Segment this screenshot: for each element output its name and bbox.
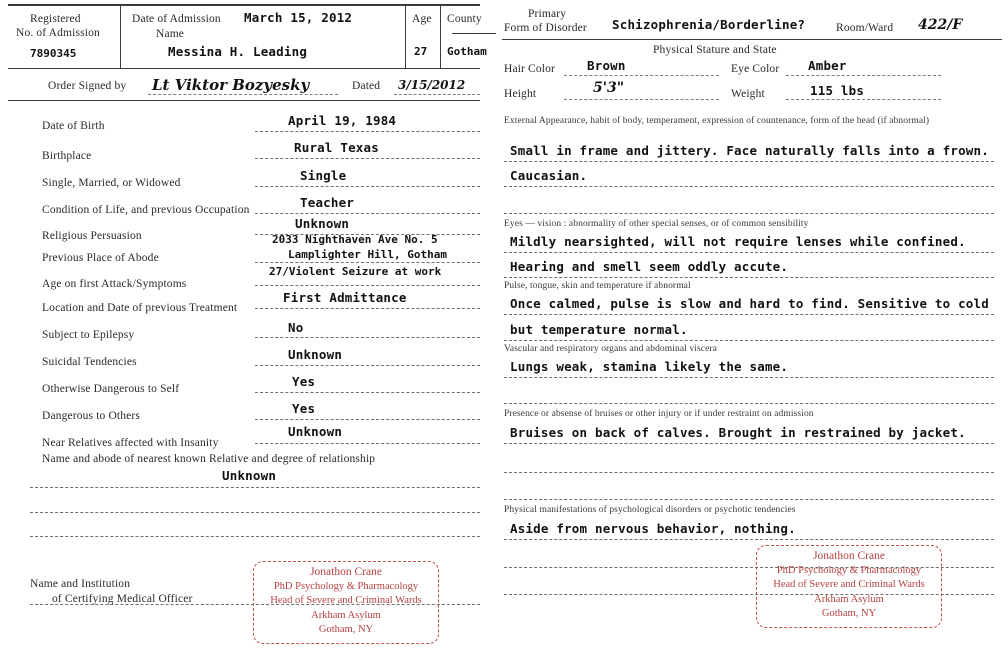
order-signature: Lt Viktor Bozyesky: [152, 76, 310, 94]
answer-line-external-3: [504, 213, 994, 214]
field-value-abode-line1: 2033 Nighthaven Ave No. 5: [272, 233, 438, 246]
left-page: [0, 0, 496, 648]
dated-label: Dated: [352, 80, 381, 92]
certifying-officer-label-line1: Name and Institution: [30, 578, 131, 590]
registered-label-line1: Registered: [30, 13, 81, 25]
field-line-dangerous-others: [255, 419, 480, 420]
answer-external-appearance-line2: Caucasian.: [510, 168, 588, 183]
answer-line-external-1: [504, 161, 994, 162]
primary-disorder-label-line1: Primary: [528, 8, 567, 20]
answer-line-vascular-2: [504, 403, 994, 404]
table-divider-2: [405, 4, 406, 68]
name-label: Name: [156, 28, 185, 40]
answer-line-external-2: [504, 186, 994, 187]
stamp-name: Jonathon Crane: [813, 550, 885, 562]
answer-line-vascular-1: [504, 377, 994, 378]
answer-line-bruises-3: [504, 499, 994, 500]
answer-line-pulse-2: [504, 340, 994, 341]
height-label: Height: [504, 88, 537, 100]
field-label-abode: Previous Place of Abode: [42, 252, 159, 264]
table-divider-3: [440, 4, 441, 68]
registered-label-line2: No. of Admission: [16, 27, 100, 39]
stamp-credentials: PhD Psychology & Pharmacology: [273, 580, 419, 592]
stamp-role: Head of Severe and Criminal Wards: [270, 595, 422, 606]
field-label-dangerous-others: Dangerous to Others: [42, 410, 141, 422]
table-bottom-rule: [8, 68, 480, 69]
answer-pulse-line1: Once calmed, pulse is slow and hard to find. Sensitive to cold: [510, 296, 989, 311]
answer-external-appearance-line1: Small in frame and jittery. Face naturally falls into a frown.: [510, 143, 989, 158]
field-line-date-of-birth: [255, 131, 480, 132]
answer-line-bruises-2: [504, 472, 994, 473]
weight-line: [786, 99, 941, 100]
field-label-first-attack: Age on first Attack/Symptoms: [42, 278, 187, 290]
answer-manifestations-line1: Aside from nervous behavior, nothing.: [510, 521, 796, 536]
height-line: [564, 99, 719, 100]
field-label-dangerous-self: Otherwise Dangerous to Self: [42, 383, 180, 395]
prompt-bruises: Presence or absense of bruises or other injury or if under restraint on admission: [504, 409, 814, 419]
prompt-vascular: Vascular and respiratory organs and abdominal viscera: [504, 344, 717, 354]
field-value-marital-status: Single: [300, 168, 347, 183]
primary-disorder-label-line2: Form of Disorder: [504, 22, 587, 34]
stamp-location: Gotham, NY: [318, 624, 374, 635]
answer-line-pulse-1: [504, 314, 994, 315]
answer-line-eyes-1: [504, 252, 994, 253]
field-line-suicidal: [255, 365, 480, 366]
prompt-manifestations: Physical manifestations of psychological disorders or psychotic tendencies: [504, 505, 796, 515]
answer-eyes-line1: Mildly nearsighted, will not require lenses while confined.: [510, 234, 966, 249]
nearest-relative-line-3: [30, 536, 480, 537]
weight-value: 115 lbs: [810, 83, 865, 98]
dated-line: [394, 94, 480, 95]
dated-value: 3/15/2012: [398, 78, 466, 92]
stamp-name: Jonathon Crane: [310, 566, 382, 578]
answer-vascular-line1: Lungs weak, stamina likely the same.: [510, 359, 789, 374]
field-line-epilepsy: [255, 337, 480, 338]
answer-line-eyes-2: [504, 277, 994, 278]
primary-disorder-value: Schizophrenia/Borderline?: [612, 17, 806, 32]
field-value-birthplace: Rural Texas: [294, 140, 379, 155]
hair-color-label: Hair Color: [504, 63, 556, 75]
disorder-bottom-rule: [502, 39, 1002, 40]
field-label-birthplace: Birthplace: [42, 150, 92, 162]
answer-line-bruises-1: [504, 443, 994, 444]
prompt-eyes-vision: Eyes — vision : abnormality of other special senses, or of common sensibility: [504, 219, 809, 229]
eye-color-label: Eye Color: [731, 63, 780, 75]
age-label: Age: [412, 13, 432, 25]
field-line-previous-treatment: [255, 308, 480, 309]
certifying-officer-label-line2: of Certifying Medical Officer: [52, 593, 193, 605]
field-line-relatives-insanity: [255, 443, 480, 444]
header-right-rule: [452, 33, 496, 34]
date-of-admission-value: March 15, 2012: [244, 10, 353, 25]
field-label-relatives-insanity: Near Relatives affected with Insanity: [42, 437, 219, 449]
field-value-first-attack: 27/Violent Seizure at work: [269, 265, 442, 278]
hair-color-line: [564, 75, 719, 76]
field-line-birthplace: [255, 158, 480, 159]
county-label: County: [447, 13, 482, 25]
field-value-epilepsy: No: [288, 320, 304, 335]
date-of-admission-label: Date of Admission: [132, 13, 221, 25]
nearest-relative-line-1: [30, 487, 480, 488]
field-label-epilepsy: Subject to Epilepsy: [42, 329, 135, 341]
order-signed-label: Order Signed by: [48, 80, 127, 92]
admission-table: [8, 4, 487, 68]
registered-number: 7890345: [30, 47, 77, 60]
answer-line-manifestations-1: [504, 539, 994, 540]
physical-stature-heading: Physical Stature and State: [653, 44, 777, 56]
field-value-suicidal: Unknown: [288, 347, 343, 362]
field-value-religion: Unknown: [295, 216, 350, 231]
right-page: [496, 0, 1008, 648]
county-value: Gotham: [447, 45, 487, 58]
stamp-location: Gotham, NY: [821, 608, 877, 619]
medical-officer-stamp-right: [756, 545, 942, 628]
nearest-relative-label: Name and abode of nearest known Relative and degree of relationship: [42, 453, 376, 465]
stamp-institution: Arkham Asylum: [311, 609, 381, 621]
room-ward-label: Room/Ward: [836, 22, 894, 34]
nearest-relative-value: Unknown: [222, 468, 277, 483]
field-label-date-of-birth: Date of Birth: [42, 120, 105, 132]
table-top-rule: [8, 4, 480, 6]
field-value-dangerous-others: Yes: [292, 401, 316, 416]
stamp-role: Head of Severe and Criminal Wards: [773, 579, 925, 590]
field-label-marital-status: Single, Married, or Widowed: [42, 177, 181, 189]
medical-officer-stamp-left: [253, 561, 439, 644]
nearest-relative-line-2: [30, 512, 480, 513]
field-label-previous-treatment: Location and Date of previous Treatment: [42, 302, 238, 314]
field-label-occupation: Condition of Life, and previous Occupation: [42, 204, 250, 216]
answer-bruises-line1: Bruises on back of calves. Brought in restrained by jacket.: [510, 425, 966, 440]
stamp-institution: Arkham Asylum: [814, 593, 884, 605]
eye-color-line: [786, 75, 941, 76]
weight-label: Weight: [731, 88, 765, 100]
name-value: Messina H. Leading: [168, 44, 308, 59]
room-ward-value: 422/F: [918, 17, 963, 33]
answer-eyes-line2: Hearing and smell seem oddly accute.: [510, 259, 789, 274]
field-value-occupation: Teacher: [300, 195, 355, 210]
table-divider-1: [120, 4, 121, 68]
stamp-credentials: PhD Psychology & Pharmacology: [776, 564, 922, 576]
field-value-relatives-insanity: Unknown: [288, 424, 343, 439]
field-label-religion: Religious Persuasion: [42, 230, 142, 242]
field-value-dangerous-self: Yes: [292, 374, 316, 389]
field-line-dangerous-self: [255, 392, 480, 393]
field-line-marital-status: [255, 186, 480, 187]
eye-color-value: Amber: [808, 58, 847, 73]
field-label-suicidal: Suicidal Tendencies: [42, 356, 137, 368]
field-line-first-attack: [255, 285, 480, 286]
answer-pulse-line2: but temperature normal.: [510, 322, 688, 337]
prompt-external-appearance: External Appearance, habit of body, temperament, expression of countenance, form of the head (if abnormal): [504, 116, 930, 126]
order-bottom-rule: [8, 100, 480, 101]
field-value-abode-line2: Lamplighter Hill, Gotham: [288, 248, 447, 261]
field-line-occupation: [255, 213, 480, 214]
field-line-abode: [255, 262, 480, 263]
prompt-pulse: Pulse, tongue, skin and temperature if abnormal: [504, 281, 691, 291]
field-value-previous-treatment: First Admittance: [283, 290, 407, 305]
age-value: 27: [414, 45, 428, 58]
field-value-date-of-birth: April 19, 1984: [288, 113, 397, 128]
height-value: 5'3": [593, 80, 625, 96]
signature-line: [148, 94, 338, 95]
hair-color-value: Brown: [587, 58, 626, 73]
